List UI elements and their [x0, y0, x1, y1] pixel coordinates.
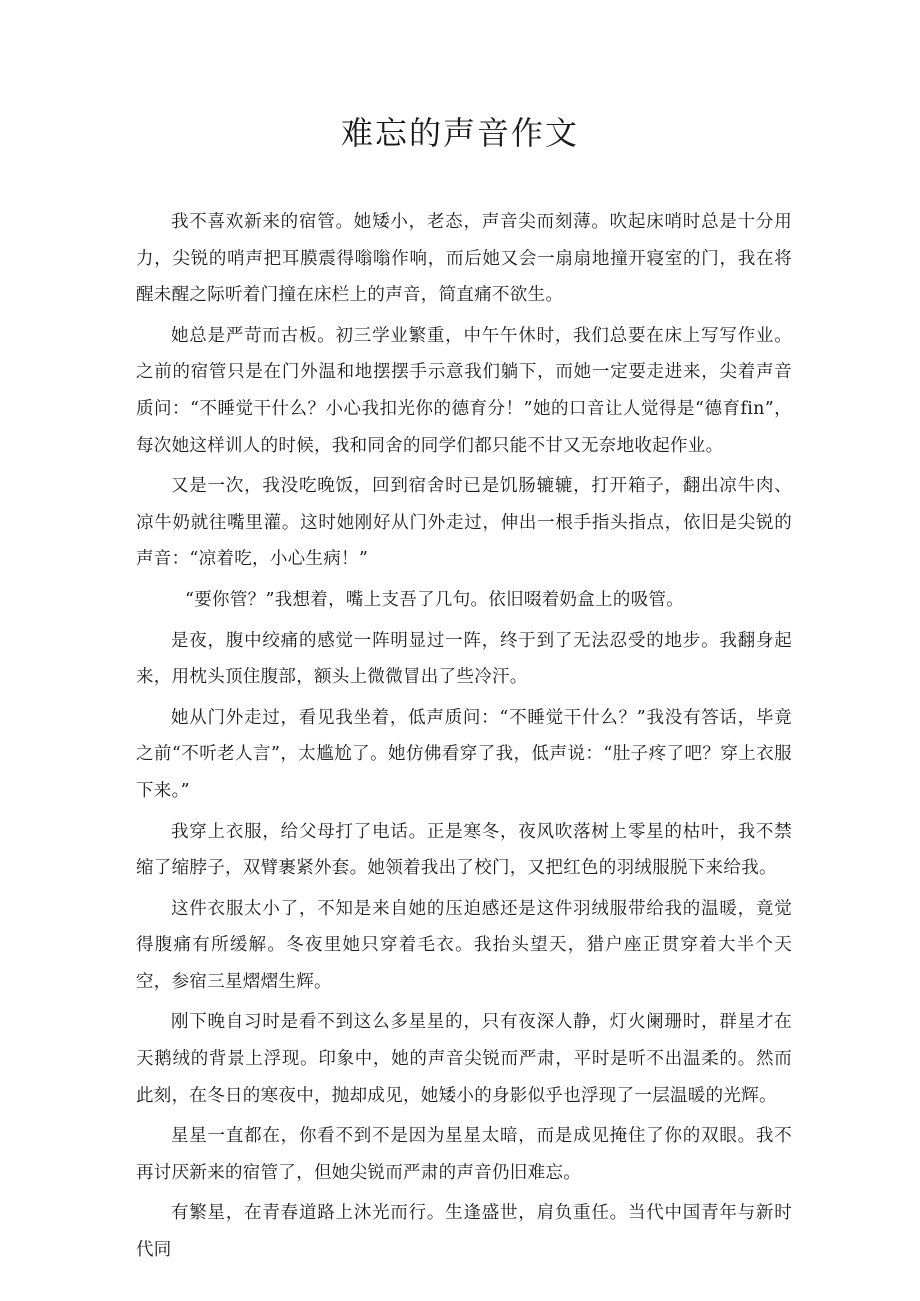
paragraph-2: 她总是严苛而古板。初三学业繁重，中午午休时，我们总要在床上写写作业。之前的宿管只是在门外温和地摆摆手示意我们躺下，而她一定要走进来，尖着声音质问：“不睡觉干什么？小心我扣光你的德育分！”她的口音让人觉得是“德育fin”，每次她这样训人的时候，我和同舍的同学们都只能不甘又无奈地收起作业。 — [136, 325, 792, 456]
paragraph-3: 又是一次，我没吃晚饭，回到宿舍时已是饥肠辘辘，打开箱子，翻出凉牛肉、凉牛奶就往嘴里灌。这时她刚好从门外走过，伸出一根手指头指点，依旧是尖锐的声音：“凉着吃，小心生病！” — [136, 476, 792, 570]
paragraph-8: 这件衣服太小了，不知是来自她的压迫感还是这件羽绒服带给我的温暖，竟觉得腹痛有所缓解。冬夜里她只穿着毛衣。我抬头望天，猎户座正贯穿着大半个天空，参宿三星熠熠生辉。 — [136, 898, 792, 992]
document-body — [136, 204, 792, 1273]
paragraph-11: 有繁星，在青春道路上沐光而行。生逢盛世，肩负重任。当代中国青年与新时代同 — [136, 1203, 792, 1261]
document-title: 难忘的声音作文 — [340, 114, 579, 152]
paragraph-1: 我不喜欢新来的宿管。她矮小，老态，声音尖而刻薄。吹起床哨时总是十分用力，尖锐的哨声把耳膜震得嗡嗡作响，而后她又会一扇扇地撞开寝室的门，我在将醒未醒之际听着门撞在床栏上的声音，简直痛不欲生。 — [136, 212, 792, 306]
paragraph-6: 她从门外走过，看见我坐着，低声质问：“不睡觉干什么？”我没有答话，毕竟之前“不听老人言”，太尴尬了。她仿佛看穿了我，低声说：“肚子疼了吧？穿上衣服下来。” — [136, 707, 792, 801]
paragraph-10: 星星一直都在，你看不到不是因为星星太暗，而是成见掩住了你的双眼。我不再讨厌新来的宿管了，但她尖锐而严肃的声音仍旧难忘。 — [136, 1126, 792, 1183]
paragraph-9: 刚下晚自习时是看不到这么多星星的，只有夜深人静，灯火阑珊时，群星才在天鹅绒的背景上浮现。印象中，她的声音尖锐而严肃，平时是听不出温柔的。然而此刻，在冬日的寒夜中，抛却成见，她矮小的身影似乎也浮现了一层温暖的光辉。 — [136, 1012, 792, 1106]
paragraph-7: 我穿上衣服，给父母打了电话。正是寒冬，夜风吹落树上零星的枯叶，我不禁缩了缩脖子，双臂裹紧外套。她领着我出了校门，又把红色的羽绒服脱下来给我。 — [136, 821, 792, 879]
paragraph-4: “要你管？”我想着，嘴上支吾了几句。依旧啜着奶盒上的吸管。 — [185, 589, 685, 610]
paragraph-5: 是夜，腹中绞痛的感觉一阵明显过一阵，终于到了无法忍受的地步。我翻身起来，用枕头顶住腹部，额头上微微冒出了些冷汗。 — [136, 630, 792, 688]
